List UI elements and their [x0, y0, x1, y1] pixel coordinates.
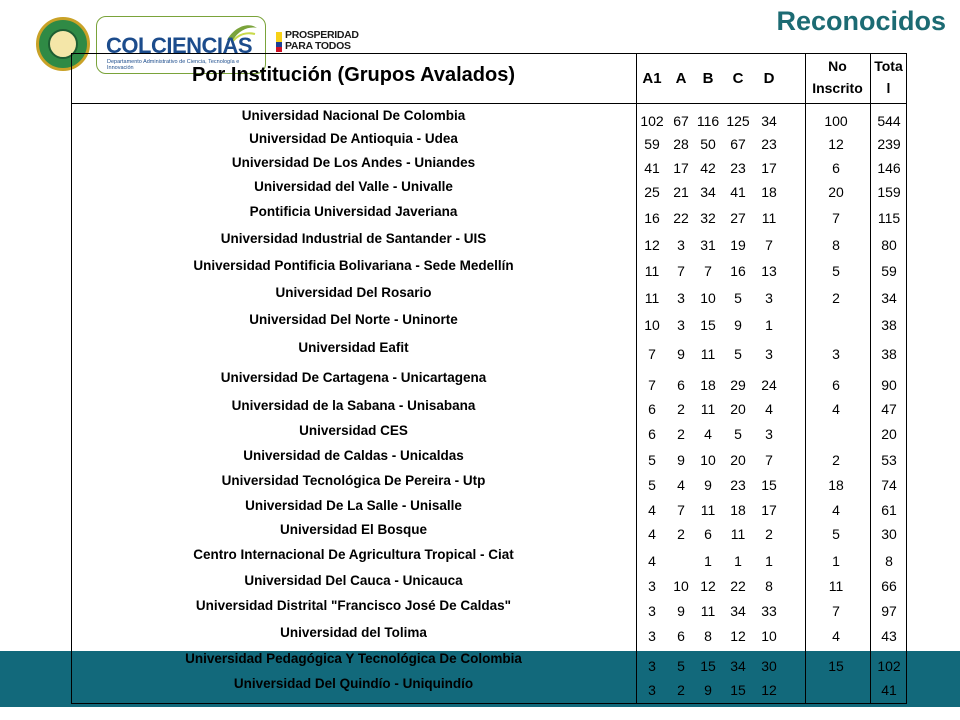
table-cell: 11 — [761, 210, 777, 226]
table-cell: 146 — [877, 160, 901, 176]
table-cell: 4 — [648, 502, 656, 518]
table-cell: 16 — [730, 263, 746, 279]
table-cell: 4 — [648, 526, 656, 542]
table-cell: 38 — [881, 346, 897, 362]
table-cell: 29 — [730, 377, 746, 393]
table-cell: 41 — [644, 160, 660, 176]
table-row-institution: Universidad Distrital "Francisco José De Caldas" — [195, 598, 512, 613]
column-header-c: C — [732, 70, 744, 87]
table-cell: 11 — [644, 290, 660, 306]
column-header-no-inscrito: No Inscrito — [812, 58, 863, 96]
table-cell: 80 — [881, 237, 897, 253]
table-cell: 3 — [648, 628, 656, 644]
table-cell: 34 — [730, 658, 746, 674]
table-cell: 6 — [704, 526, 712, 542]
table-cell: 15 — [761, 477, 777, 493]
table-cell: 12 — [730, 628, 746, 644]
table-cell: 74 — [881, 477, 897, 493]
table-cell: 239 — [877, 136, 901, 152]
table-cell: 9 — [704, 682, 712, 698]
table-row-institution: Centro Internacional De Agricultura Tropical - Ciat — [193, 547, 514, 562]
table-cell: 1 — [734, 553, 742, 569]
table-cell: 24 — [761, 377, 777, 393]
table-cell: 20 — [730, 401, 746, 417]
table-cell: 3 — [648, 603, 656, 619]
table-row-institution: Universidad CES — [299, 423, 408, 438]
table-cell: 53 — [881, 452, 897, 468]
table-cell: 4 — [704, 426, 712, 442]
table-row-institution: Universidad Eafit — [298, 340, 409, 355]
table-cell: 67 — [673, 113, 689, 129]
table-cell: 6 — [648, 401, 656, 417]
table-cell: 97 — [881, 603, 897, 619]
table-row-institution: Universidad Pedagógica Y Tecnológica De Colombia — [185, 651, 522, 666]
table-cell: 10 — [644, 317, 660, 333]
table-cell: 50 — [700, 136, 716, 152]
table-cell: 3 — [648, 578, 656, 594]
table-cell: 17 — [761, 502, 777, 518]
table-cell: 15 — [700, 658, 716, 674]
table-cell: 6 — [677, 377, 685, 393]
table-cell: 3 — [765, 346, 773, 362]
table-cell: 18 — [761, 184, 777, 200]
table-cell: 11 — [700, 603, 716, 619]
table-cell: 18 — [730, 502, 746, 518]
table-cell: 21 — [673, 184, 689, 200]
table-row-institution: Universidad Del Cauca - Unicauca — [244, 573, 463, 588]
table-cell: 2 — [677, 682, 685, 698]
table-cell: 23 — [730, 160, 746, 176]
table-cell: 67 — [730, 136, 746, 152]
table-cell: 34 — [730, 603, 746, 619]
table-cell: 116 — [696, 113, 720, 129]
column-header-d: D — [763, 70, 775, 87]
table-cell: 5 — [734, 290, 742, 306]
table-cell: 3 — [677, 237, 685, 253]
table-cell: 8 — [832, 237, 840, 253]
table-cell: 10 — [673, 578, 689, 594]
table-cell: 31 — [700, 237, 716, 253]
table-cell: 7 — [648, 346, 656, 362]
table-cell: 11 — [700, 346, 716, 362]
table-cell: 10 — [700, 290, 716, 306]
table-cell: 2 — [677, 526, 685, 542]
table-row-institution: Universidad Tecnológica De Pereira - Utp — [221, 473, 486, 488]
table-cell: 2 — [832, 452, 840, 468]
table-cell: 5 — [832, 526, 840, 542]
table-cell: 42 — [700, 160, 716, 176]
table-cell: 12 — [828, 136, 844, 152]
table-cell: 7 — [765, 452, 773, 468]
table-cell: 11 — [700, 502, 716, 518]
table-cell: 30 — [881, 526, 897, 542]
table-cell: 11 — [644, 263, 660, 279]
table-cell: 5 — [677, 658, 685, 674]
table-cell: 34 — [700, 184, 716, 200]
table-cell: 8 — [765, 578, 773, 594]
table-row-institution: Universidad El Bosque — [279, 522, 428, 537]
table-cell: 20 — [881, 426, 897, 442]
prosperidad-text: PROSPERIDAD PARA TODOS — [285, 29, 359, 52]
table-cell: 10 — [700, 452, 716, 468]
table-cell: 3 — [832, 346, 840, 362]
colombia-flag-icon — [276, 32, 282, 52]
table-cell: 11 — [828, 578, 844, 594]
table-cell: 2 — [765, 526, 773, 542]
table-cell: 6 — [832, 377, 840, 393]
table-cell: 7 — [677, 502, 685, 518]
table-cell: 9 — [677, 346, 685, 362]
table-cell: 9 — [677, 603, 685, 619]
table-cell: 15 — [730, 682, 746, 698]
table-cell: 3 — [677, 290, 685, 306]
table-cell: 19 — [730, 237, 746, 253]
table-cell: 9 — [734, 317, 742, 333]
table-cell: 10 — [761, 628, 777, 644]
table-cell: 41 — [881, 682, 897, 698]
table-cell: 2 — [832, 290, 840, 306]
table-cell: 34 — [761, 113, 777, 129]
column-header-total: Tota l — [874, 58, 903, 96]
table-cell: 3 — [648, 682, 656, 698]
table-cell: 102 — [640, 113, 664, 129]
table-cell: 3 — [648, 658, 656, 674]
table-row-institution: Universidad Industrial de Santander - UIS — [220, 231, 487, 246]
table-cell: 11 — [730, 526, 746, 542]
table-cell: 7 — [677, 263, 685, 279]
table-row-institution: Universidad Del Quindío - Uniquindío — [233, 676, 474, 691]
table-cell: 13 — [761, 263, 777, 279]
table-cell: 59 — [644, 136, 660, 152]
table-row-institution: Universidad de la Sabana - Unisabana — [231, 398, 476, 413]
colciencias-subtitle: Departamento Administrativo de Ciencia, Tecnología e Innovación — [107, 59, 240, 71]
table-cell: 17 — [761, 160, 777, 176]
table-cell: 6 — [677, 628, 685, 644]
table-row-institution: Universidad De Antioquia - Udea — [249, 131, 458, 146]
colciencias-name: COLCIENCIAS — [106, 33, 253, 58]
table-cell: 23 — [761, 136, 777, 152]
table-cell: 3 — [765, 290, 773, 306]
table-cell: 1 — [765, 553, 773, 569]
table-cell: 20 — [828, 184, 844, 200]
table-row-institution: Universidad De La Salle - Unisalle — [245, 498, 462, 513]
table-cell: 90 — [881, 377, 897, 393]
table-cell: 7 — [765, 237, 773, 253]
table-cell: 17 — [673, 160, 689, 176]
table-row-institution: Universidad de Caldas - Unicaldas — [243, 448, 464, 463]
table-cell: 59 — [881, 263, 897, 279]
table-cell: 7 — [832, 210, 840, 226]
table-cell: 43 — [881, 628, 897, 644]
table-cell: 25 — [644, 184, 660, 200]
table-cell: 38 — [881, 317, 897, 333]
table-cell: 22 — [673, 210, 689, 226]
table-row-institution: Universidad Nacional De Colombia — [241, 108, 466, 123]
table-row-institution: Universidad Del Norte - Uninorte — [249, 312, 458, 327]
table-cell: 4 — [832, 628, 840, 644]
table-cell: 9 — [677, 452, 685, 468]
table-cell: 5 — [734, 346, 742, 362]
table-cell: 34 — [881, 290, 897, 306]
table-cell: 115 — [877, 210, 901, 226]
table-cell: 8 — [885, 553, 893, 569]
table-cell: 30 — [761, 658, 777, 674]
table-cell: 5 — [648, 452, 656, 468]
table-cell: 23 — [730, 477, 746, 493]
table-cell: 22 — [730, 578, 746, 594]
table-row-institution: Universidad De Cartagena - Unicartagena — [220, 370, 487, 385]
column-header-b: B — [702, 70, 714, 87]
table-cell: 5 — [648, 477, 656, 493]
table-row-institution: Universidad Del Rosario — [275, 285, 432, 300]
table-cell: 7 — [704, 263, 712, 279]
table-title: Por Institución (Grupos Avalados) — [192, 64, 515, 86]
table-cell: 33 — [761, 603, 777, 619]
table-cell: 4 — [832, 401, 840, 417]
table-cell: 32 — [700, 210, 716, 226]
table-cell: 4 — [677, 477, 685, 493]
table-cell: 100 — [824, 113, 848, 129]
table-cell: 15 — [700, 317, 716, 333]
table-cell: 41 — [730, 184, 746, 200]
table-cell: 12 — [761, 682, 777, 698]
table-cell: 7 — [648, 377, 656, 393]
table-header-divider — [71, 103, 907, 104]
table-cell: 18 — [700, 377, 716, 393]
table-cell: 8 — [704, 628, 712, 644]
table-cell: 1 — [832, 553, 840, 569]
table-cell: 66 — [881, 578, 897, 594]
table-row-institution: Universidad Pontificia Bolivariana - Sede Medellín — [193, 258, 514, 273]
table-cell: 20 — [730, 452, 746, 468]
table-cell: 47 — [881, 401, 897, 417]
table-cell: 12 — [700, 578, 716, 594]
table-cell: 11 — [700, 401, 716, 417]
table-cell: 6 — [648, 426, 656, 442]
column-header-a: A — [675, 70, 687, 87]
table-row-institution: Universidad del Valle - Univalle — [254, 179, 453, 194]
table-cell: 5 — [734, 426, 742, 442]
table-cell: 4 — [765, 401, 773, 417]
table-cell: 18 — [828, 477, 844, 493]
table-cell: 1 — [704, 553, 712, 569]
table-cell: 15 — [828, 658, 844, 674]
table-cell: 28 — [673, 136, 689, 152]
table-cell: 4 — [648, 553, 656, 569]
table-cell: 61 — [881, 502, 897, 518]
table-cell: 3 — [765, 426, 773, 442]
table-cell: 12 — [644, 237, 660, 253]
table-cell: 7 — [832, 603, 840, 619]
slide-title: Reconocidos — [776, 6, 946, 36]
table-cell: 4 — [832, 502, 840, 518]
table-cell: 2 — [677, 401, 685, 417]
table-row-institution: Pontificia Universidad Javeriana — [249, 204, 458, 219]
table-cell: 5 — [832, 263, 840, 279]
table-cell: 2 — [677, 426, 685, 442]
table-cell: 6 — [832, 160, 840, 176]
table-cell: 3 — [677, 317, 685, 333]
table-cell: 102 — [877, 658, 901, 674]
table-cell: 9 — [704, 477, 712, 493]
column-header-a1: A1 — [642, 70, 662, 87]
table-cell: 27 — [730, 210, 746, 226]
table-cell: 16 — [644, 210, 660, 226]
table-cell: 544 — [877, 113, 901, 129]
table-row-institution: Universidad De Los Andes - Uniandes — [231, 155, 476, 170]
table-cell: 125 — [726, 113, 750, 129]
table-cell: 1 — [765, 317, 773, 333]
table-cell: 159 — [877, 184, 901, 200]
table-row-institution: Universidad del Tolima — [280, 625, 427, 640]
